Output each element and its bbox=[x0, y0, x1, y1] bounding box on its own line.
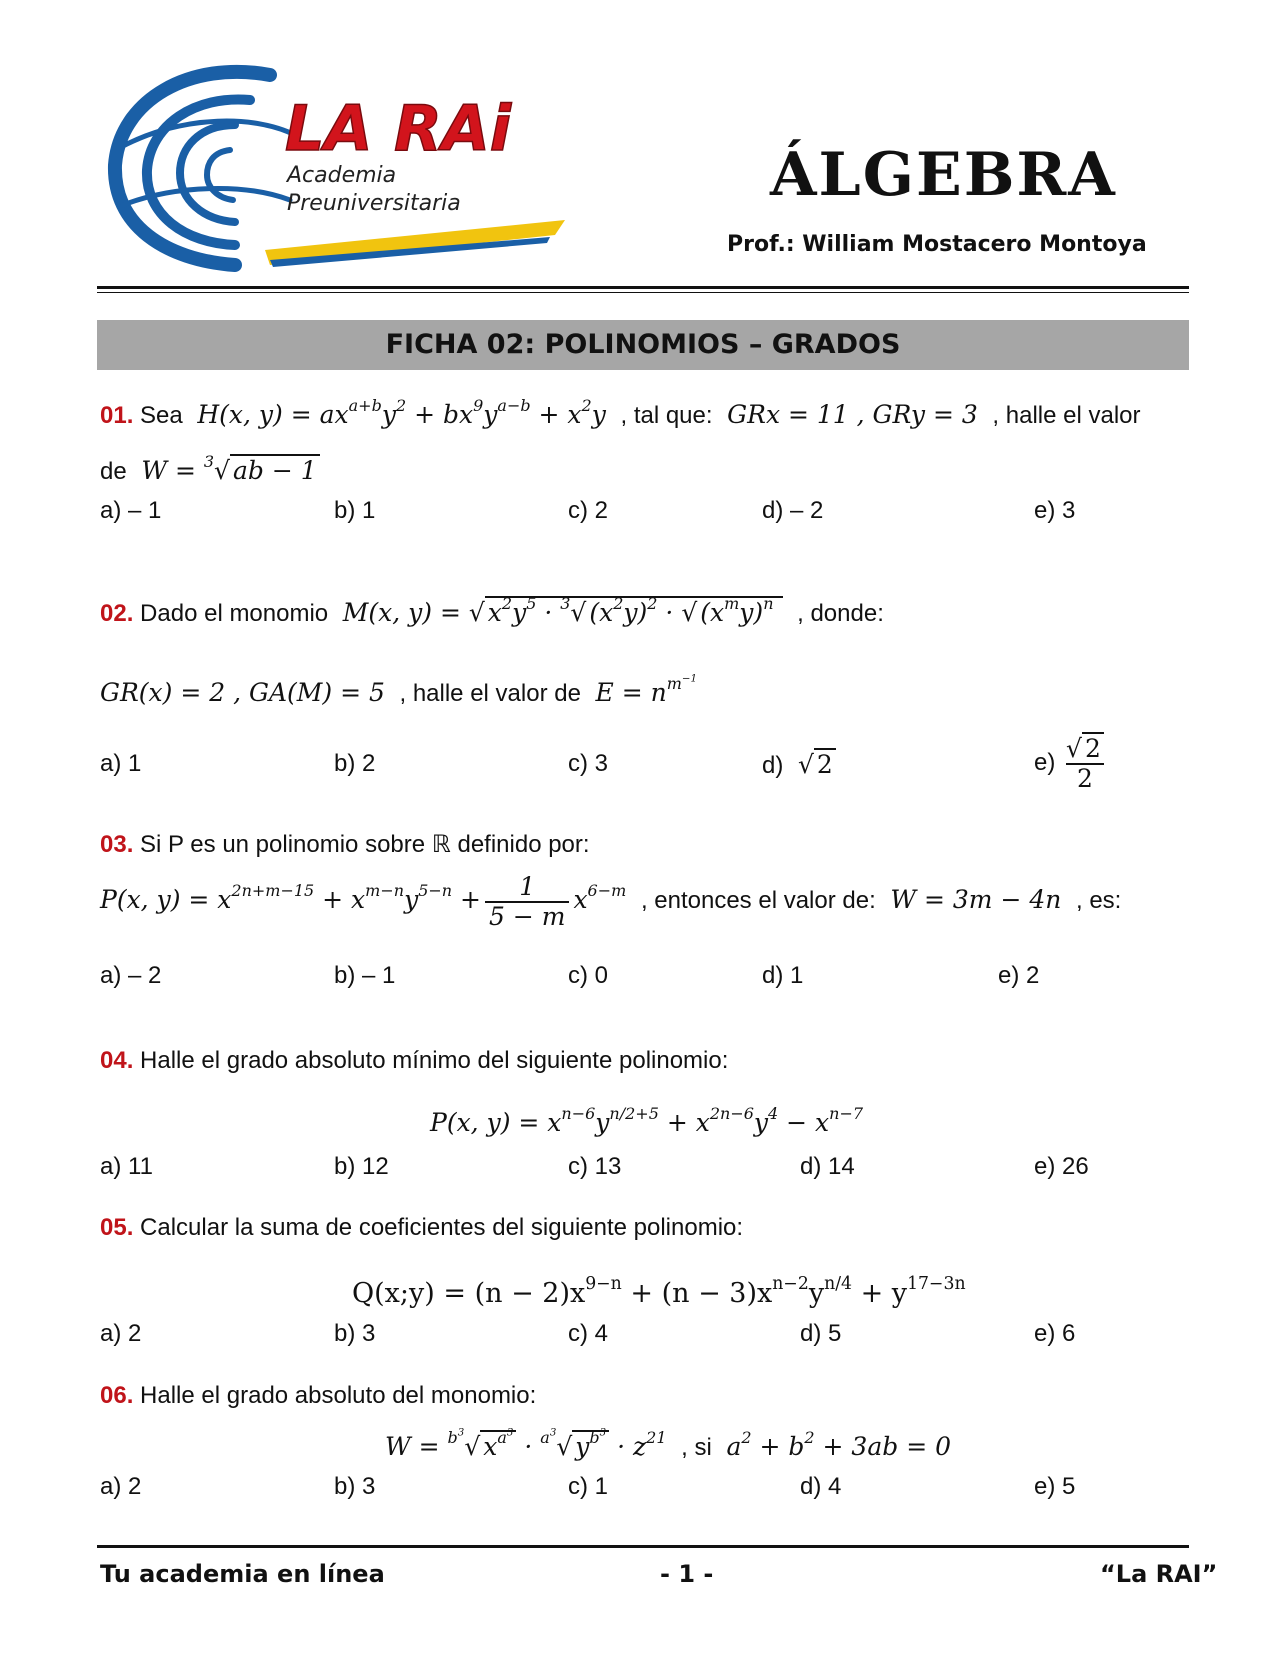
problem-05-statement: 05. Calcular la suma de coeficientes del siguiente polinomio: bbox=[100, 1214, 744, 1241]
problem-05-option-c[interactable]: c) 4 bbox=[568, 1320, 609, 1347]
problem-02-option-e[interactable]: e) $\frac{√ 2}{2}$ bbox=[1034, 735, 1108, 792]
sheet-title: FICHA 02: POLINOMIOS – GRADOS bbox=[385, 329, 901, 360]
problem-05-option-d[interactable]: d) 5 bbox=[800, 1320, 842, 1347]
problem-01-option-c[interactable]: c) 2 bbox=[568, 497, 609, 524]
problem-04-option-c[interactable]: c) 13 bbox=[568, 1153, 622, 1180]
problem-04-statement: 04. Halle el grado absoluto mínimo del siguiente polinomio: bbox=[100, 1047, 729, 1074]
problem-05-option-e[interactable]: e) 6 bbox=[1034, 1320, 1076, 1347]
problem-02-option-b[interactable]: b) 2 bbox=[334, 750, 376, 777]
header-divider-thin bbox=[97, 292, 1189, 293]
problem-06-option-c[interactable]: c) 1 bbox=[568, 1473, 609, 1500]
problem-02-option-a[interactable]: a) 1 bbox=[100, 750, 142, 777]
problem-number: 04. bbox=[100, 1047, 134, 1074]
professor-name: Prof.: William Mostacero Montoya bbox=[727, 232, 1147, 257]
problem-03-option-a[interactable]: a) – 2 bbox=[100, 962, 162, 989]
header-divider bbox=[97, 286, 1189, 289]
academy-logo bbox=[95, 55, 575, 275]
footer-tagline: Tu academia en línea bbox=[100, 1560, 385, 1588]
problem-04-option-a[interactable]: a) 11 bbox=[100, 1153, 153, 1180]
problem-01-statement: 01. Sea H(x, $y) = ax^{a+b}y^2 + bx^9y^{a-b} + x^2y$ , tal que: GRx = 11 , GRy = 3 , halle el valor bbox=[100, 396, 1141, 429]
real-numbers-symbol: ℝ bbox=[431, 831, 451, 858]
problem-03-statement: 03. Si P es un polinomio sobre ℝ definido por: bbox=[100, 831, 590, 858]
problem-number: 03. bbox=[100, 831, 134, 858]
globe-logo-icon bbox=[95, 55, 575, 275]
problem-04-option-b[interactable]: b) 12 bbox=[334, 1153, 389, 1180]
problem-03-option-c[interactable]: c) 0 bbox=[568, 962, 609, 989]
footer-brand: “La RAI” bbox=[1100, 1560, 1218, 1588]
problem-02-statement: 02. Dado el monomio M(x, y) = √ $x^2y^5 \cdot ^3√$ $(x^2y)^2$ · √ $(x^my)^n$ , donde: bbox=[100, 594, 884, 627]
sheet-title-band bbox=[97, 320, 1189, 370]
logo-line-preuniversitaria: Preuniversitaria bbox=[287, 191, 461, 216]
problem-06-option-a[interactable]: a) 2 bbox=[100, 1473, 142, 1500]
problem-05-option-a[interactable]: a) 2 bbox=[100, 1320, 142, 1347]
problem-03-option-e[interactable]: e) 2 bbox=[998, 962, 1040, 989]
problem-number: 02. bbox=[100, 600, 134, 627]
problem-06-option-d[interactable]: d) 4 bbox=[800, 1473, 842, 1500]
problem-04-formula: P(x, $y) = x^{n-6}y^{n/2+5} + x^{2n-6}y^4 - x^{n-7}$ bbox=[430, 1104, 864, 1137]
logo-brand-text: LA RAi bbox=[285, 92, 512, 165]
problem-01-option-d[interactable]: d) – 2 bbox=[762, 497, 824, 524]
problem-02-statement-cont: GR(x) = 2 , GA(M) = 5 , halle el valor de $E = n^{m^{-1}}$ bbox=[100, 672, 698, 707]
problem-03-option-b[interactable]: b) – 1 bbox=[334, 962, 396, 989]
problem-number: 06. bbox=[100, 1382, 134, 1409]
problem-01-option-e[interactable]: e) 3 bbox=[1034, 497, 1076, 524]
problem-02-option-c[interactable]: c) 3 bbox=[568, 750, 609, 777]
page-number: - 1 - bbox=[660, 1560, 714, 1588]
problem-03-option-d[interactable]: d) 1 bbox=[762, 962, 804, 989]
problem-06-statement: 06. Halle el grado absoluto del monomio: bbox=[100, 1382, 537, 1409]
problem-04-option-e[interactable]: e) 26 bbox=[1034, 1153, 1089, 1180]
problem-01-statement-cont: de W = $^3$√ ab − 1 bbox=[100, 456, 320, 486]
problem-02-option-d[interactable]: d) √ 2 bbox=[762, 750, 836, 780]
problem-05-formula: Q(x;y) = $(n - 2)x^{9-n} + (n - 3)x^{n-2}y^{n/4} + y^{17-3n}$ bbox=[352, 1274, 966, 1309]
problem-01-option-b[interactable]: b) 1 bbox=[334, 497, 376, 524]
subject-title: ÁLGEBRA bbox=[770, 140, 1117, 210]
problem-number: 01. bbox=[100, 402, 134, 429]
problem-06-option-b[interactable]: b) 3 bbox=[334, 1473, 376, 1500]
problem-06-formula: W = $^{b^3}$√ $x^{a^3} \cdot ^{a^3}√$ $y^{b^3} \cdot z^{21}$ , si $a^2 + b^2 + 3ab = 0$ bbox=[385, 1426, 951, 1461]
problem-05-option-b[interactable]: b) 3 bbox=[334, 1320, 376, 1347]
problem-04-option-d[interactable]: d) 14 bbox=[800, 1153, 855, 1180]
footer-divider bbox=[97, 1545, 1189, 1548]
problem-01-option-a[interactable]: a) – 1 bbox=[100, 497, 162, 524]
problem-number: 05. bbox=[100, 1214, 134, 1241]
problem-03-statement-cont: P(x, $y) = x^{2n+m-15} + x^{m-n}y^{5-n}$ + $\frac{1}{5 - m}$ $x^{6-m}$ , entonces el valor de: W = 3m − 4n , es: bbox=[100, 872, 1122, 931]
logo-line-academia: Academia bbox=[287, 163, 397, 188]
problem-06-option-e[interactable]: e) 5 bbox=[1034, 1473, 1076, 1500]
